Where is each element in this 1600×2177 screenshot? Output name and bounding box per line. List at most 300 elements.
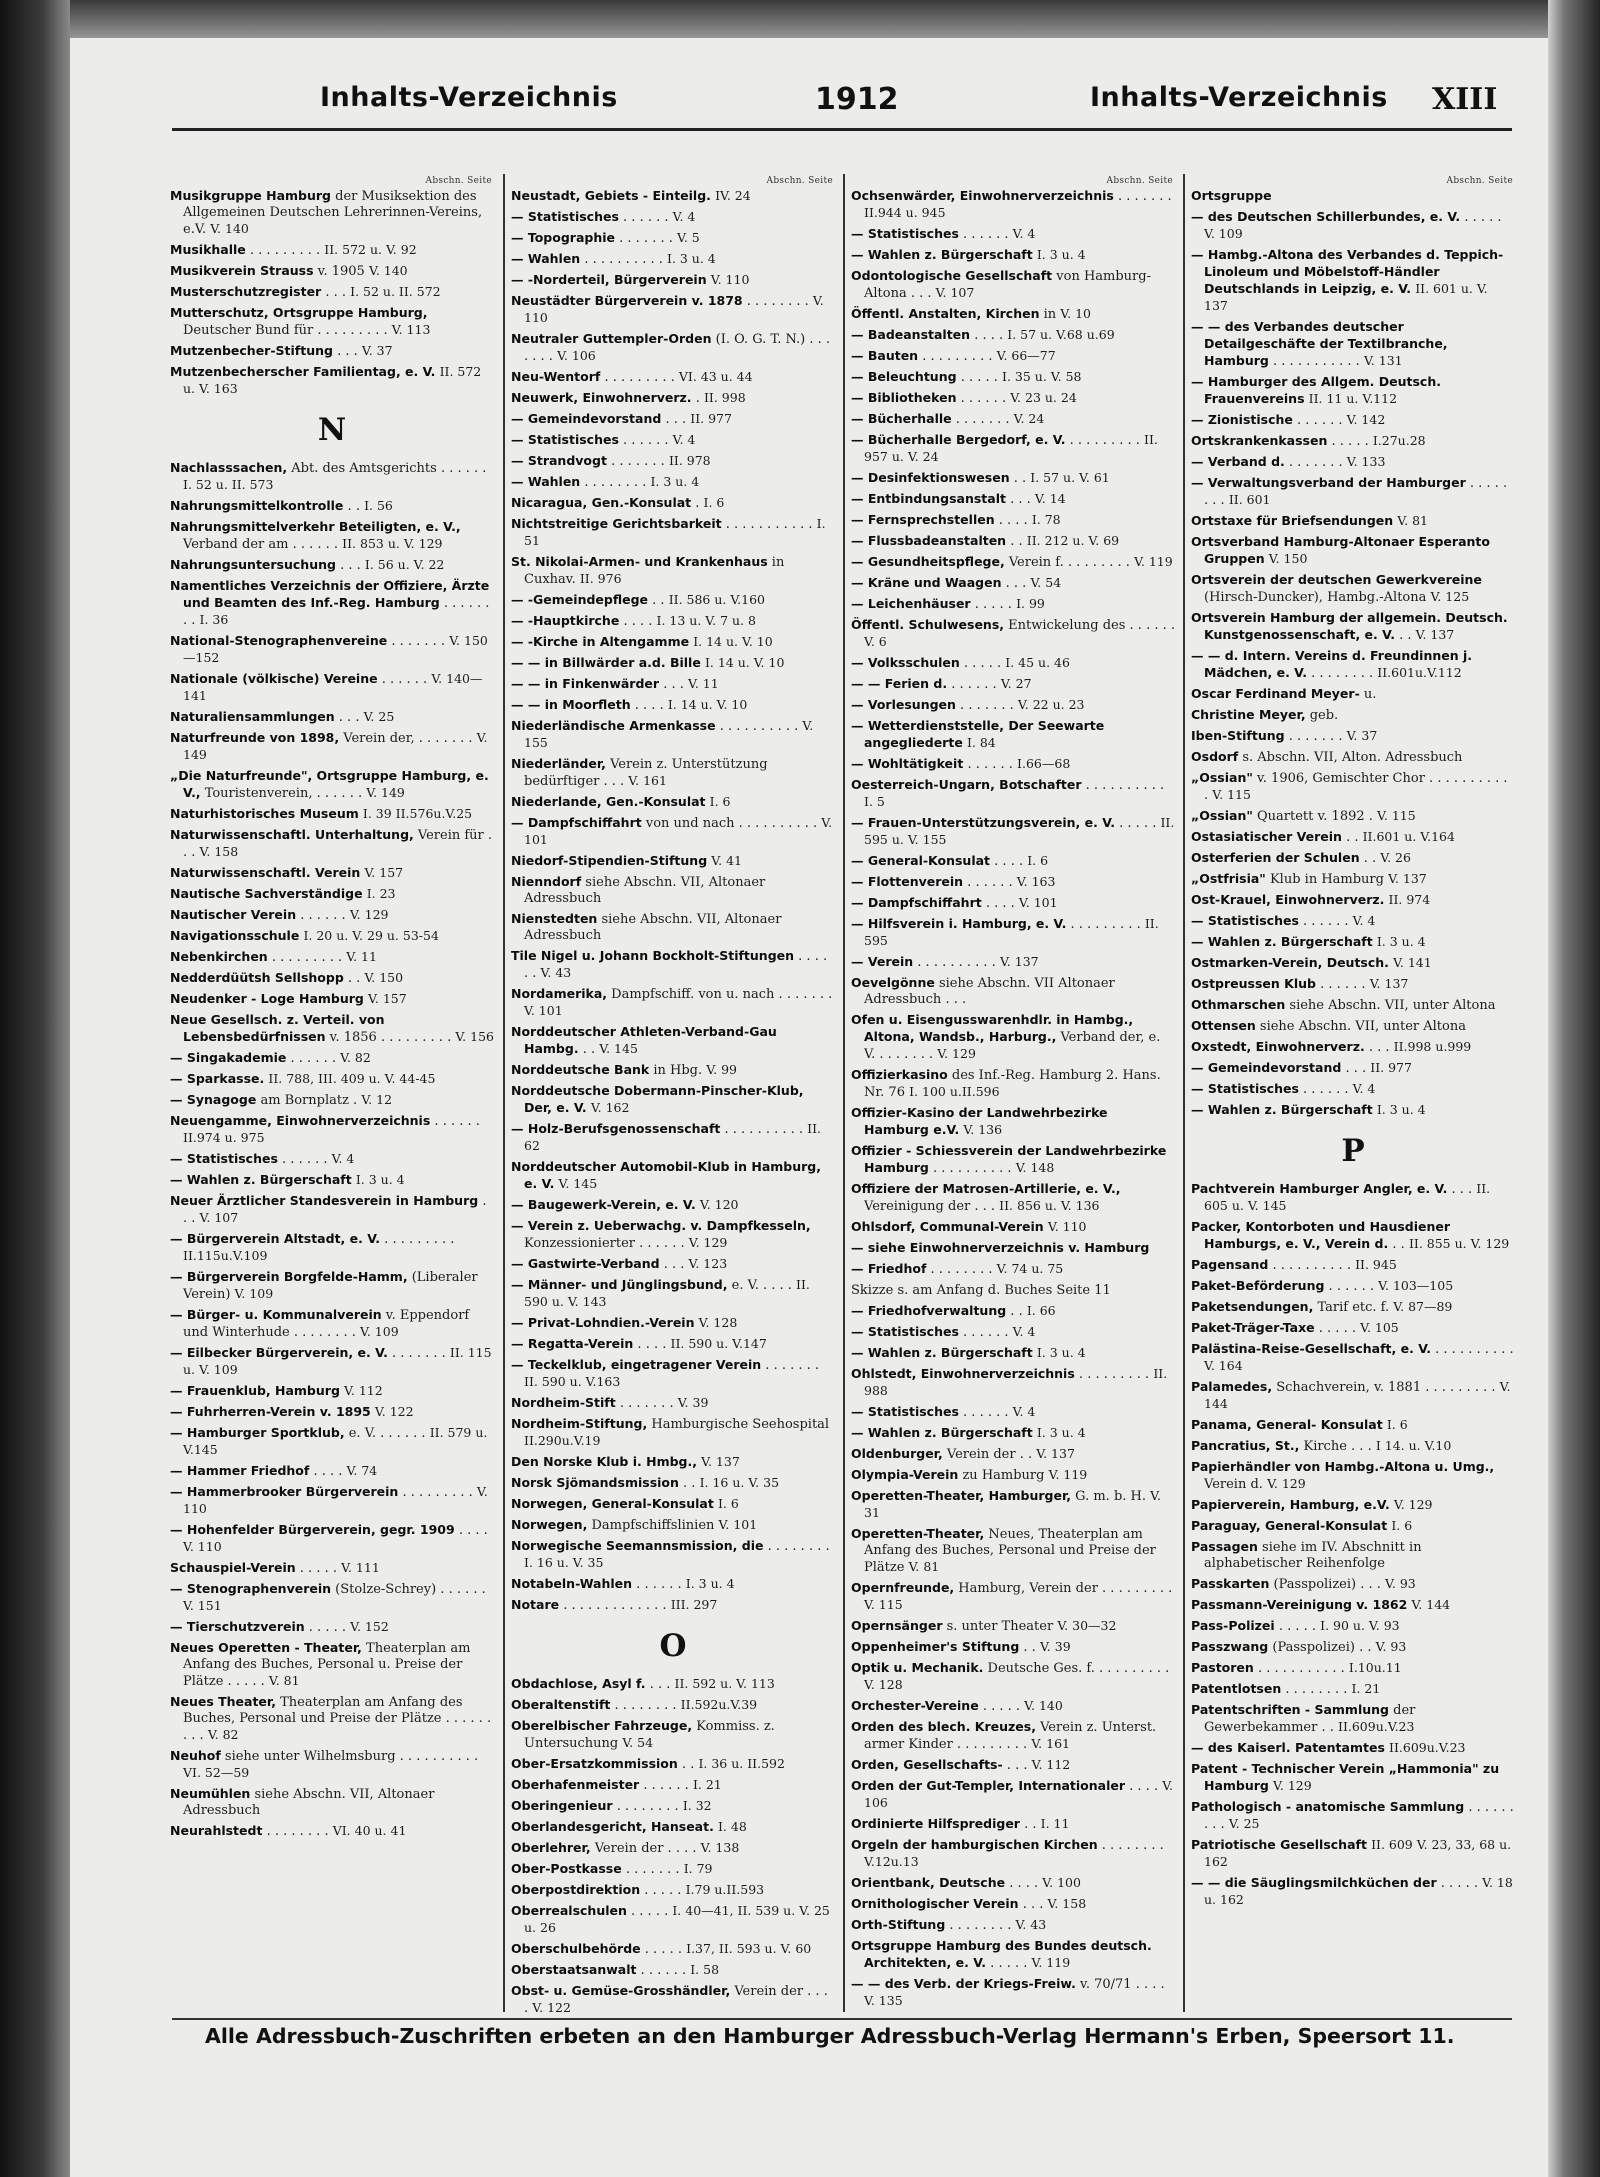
entry-description: . . [1394, 628, 1412, 643]
entry-reference: V. 6 [864, 634, 887, 649]
index-column-4 [1191, 174, 1515, 2014]
entry-keyword: Tile Nigel u. Johann Bockholt-Stiftungen [511, 948, 795, 963]
entry-reference: V. 4 [1352, 913, 1376, 928]
entry-description: . . . . . . . [606, 454, 665, 469]
entry-keyword: Musikhalle [170, 242, 246, 257]
scan-shadow-left [0, 0, 70, 2177]
entry-reference: VI. 52—59 [183, 1765, 250, 1780]
entry-keyword: Nautischer Verein [170, 907, 297, 922]
entry-keyword: — des Kaiserl. Patentamtes [1191, 1740, 1385, 1755]
index-entry [170, 578, 494, 629]
entry-keyword: — Wahlen z. Bürgerschaft [851, 247, 1033, 262]
entry-keyword: Nachlasssachen, [170, 460, 288, 475]
index-entry [170, 1823, 494, 1840]
entry-reference: II. 595 u. V. 155 [864, 815, 1175, 847]
entry-keyword: — Badeanstalten [851, 327, 971, 342]
entry-keyword: Norddeutsche Dobermann-Pinscher-Klub, Der, e. V. [511, 1083, 804, 1115]
entry-reference: V. 152 [350, 1619, 389, 1634]
entry-keyword: — Singakademie [170, 1050, 287, 1065]
entry-reference: I. 3 u. 4 [1036, 247, 1086, 262]
index-column-2 [511, 174, 835, 2014]
entry-reference: II. 586 u. V.160 [668, 592, 766, 607]
entry-reference: V. 24 [1013, 411, 1045, 426]
entry-description: s. Abschn. VII, Alton. Adressbuch [1238, 750, 1463, 765]
index-entry [851, 411, 1175, 428]
footer-rule [172, 2018, 1512, 2020]
entry-reference: I. 21 [692, 1777, 722, 1792]
entry-keyword: Nordamerika, [511, 986, 608, 1001]
entry-reference: II.998 u.999 [1393, 1039, 1472, 1054]
entry-description: . . . . . . . . [1204, 476, 1508, 508]
entry-keyword: — Statistisches [511, 209, 619, 224]
index-entry [511, 230, 835, 247]
entry-keyword: — Statistisches [851, 226, 959, 241]
entry-reference: V. 103—105 [1378, 1278, 1454, 1293]
index-entry [1191, 188, 1515, 205]
entry-reference: I. 16 u. V. 35 [524, 1555, 604, 1570]
entry-description: . . . . . . . [1284, 455, 1343, 470]
index-entry [511, 1941, 835, 1958]
entry-keyword: Öffentl. Anstalten, Kirchen [851, 306, 1040, 321]
entry-description: . . . [1005, 492, 1031, 507]
entry-keyword: Neumühlen [170, 1786, 251, 1801]
index-entry [1191, 433, 1515, 450]
entry-keyword: Notabeln-Wahlen [511, 1576, 633, 1591]
entry-description: . . . . [1125, 1779, 1159, 1794]
entry-keyword: — -Hauptkirche [511, 613, 620, 628]
index-entry [851, 1660, 1175, 1694]
entry-reference: II.592u.V.39 [680, 1697, 758, 1712]
entry-description: . . . . . . . . [183, 596, 490, 628]
entry-keyword: Orden der Gut-Templer, Internationaler [851, 1778, 1126, 1793]
entry-reference: II. 976 [579, 571, 622, 586]
entry-keyword: Ortsgruppe [1191, 188, 1272, 203]
entry-reference: V. 141 [1393, 955, 1432, 970]
entry-reference: II. 974 [1388, 892, 1431, 907]
index-entry [1191, 209, 1515, 243]
entry-keyword: — Zionistische [1191, 412, 1293, 427]
index-entry [851, 1698, 1175, 1715]
index-entry [851, 815, 1175, 849]
entry-reference: V. 4 [672, 209, 696, 224]
entry-reference: I. 14 u. V. 10 [704, 655, 785, 670]
index-entry [851, 306, 1175, 323]
entry-reference: II. 856 u. V. 136 [999, 1198, 1100, 1213]
entry-keyword: Ortsverein Hamburg der allgemein. Deutsch. Kunstgenossenschaft, e. V. [1191, 610, 1508, 642]
index-entry [1191, 1837, 1515, 1871]
entry-keyword: Operetten-Theater, [851, 1526, 985, 1541]
entry-description: . . . . . . . . . . [913, 955, 996, 970]
entry-description: . . [578, 1042, 596, 1057]
entry-reference: I. 57 u. V. 61 [1030, 470, 1110, 485]
entry-reference: V. 128 [864, 1677, 903, 1692]
index-entry [511, 1336, 835, 1353]
index-entry [511, 1903, 835, 1937]
index-entry [170, 709, 494, 726]
entry-keyword: — Hammer Friedhof [170, 1463, 310, 1478]
index-entry [170, 1463, 494, 1480]
index-entry [511, 1197, 835, 1214]
entry-reference: V. 129 [1393, 1497, 1433, 1512]
index-entry [851, 916, 1175, 950]
entry-reference: V. 18 u. 162 [1204, 1875, 1513, 1907]
index-entry [1191, 1497, 1515, 1514]
index-entry [851, 1719, 1175, 1753]
index-entry [1191, 648, 1515, 682]
entry-description: . . . [645, 1677, 671, 1692]
entry-reference: V. 23 u. 24 [1010, 390, 1077, 405]
entry-description: . . . . . . . [387, 634, 446, 649]
index-entry [851, 1012, 1175, 1063]
entry-reference: V. 39 [677, 1395, 709, 1410]
entry-description: . . . . . [1460, 210, 1502, 225]
index-entry [851, 533, 1175, 550]
entry-keyword: Neues Theater, [170, 1694, 276, 1709]
entry-keyword: — Männer- und Jünglingsbund, [511, 1277, 728, 1292]
entry-description: . . . . [454, 1523, 488, 1538]
entry-keyword: Norsk Sjömandsmission [511, 1475, 679, 1490]
entry-keyword: Ost-Krauel, Einwohnerverz. [1191, 892, 1385, 907]
index-entry [170, 263, 494, 280]
entry-keyword: Patentschriften - Sammlung [1191, 1702, 1389, 1717]
entry-keyword: — Hamburger Sportklub, [170, 1425, 345, 1440]
index-entry [851, 1181, 1175, 1215]
index-entry [511, 853, 835, 870]
entry-reference: V. 140 [1024, 1698, 1063, 1713]
entry-keyword: Den Norske Klub i. Hmbg., [511, 1454, 697, 1469]
entry-keyword: Neue Gesellsch. z. Verteil. von Lebensbedürfnissen [170, 1012, 385, 1044]
entry-description: Kirche . . . [1299, 1439, 1372, 1454]
index-entry [851, 676, 1175, 693]
entry-reference: V. 43 [540, 965, 572, 980]
entry-description: . . . . . . . . [742, 294, 809, 309]
index-entry [511, 1395, 835, 1412]
entry-keyword: — Friedhof [851, 1261, 927, 1276]
entry-keyword: Pass-Polizei [1191, 1618, 1275, 1633]
entry-keyword: — Wahlen z. Bürgerschaft [1191, 934, 1373, 949]
entry-reference: V. 137 [1388, 871, 1427, 886]
index-entry [1191, 475, 1515, 509]
entry-keyword: Neuhof [170, 1748, 221, 1763]
entry-description: . . . . . . . . [262, 1824, 329, 1839]
index-entry [170, 886, 494, 903]
index-entry [170, 1345, 494, 1379]
entry-keyword: Offizier - Schiessverein der Landwehrbezirke Hamburg [851, 1143, 1167, 1175]
column-heading: Abschn. Seite [766, 176, 833, 186]
entry-description: . . . . . . [296, 908, 346, 923]
entry-reference: II. 601 u. V. 137 [1204, 281, 1488, 313]
entry-keyword: — Wahlen z. Bürgerschaft [170, 1172, 352, 1187]
entry-reference: I. 3 u. 4 [685, 1576, 735, 1591]
index-entry [1191, 1060, 1515, 1077]
entry-keyword: Norddeutscher Athleten-Verband-Gau Hambg. [511, 1024, 777, 1056]
entry-description: . . . . . . . . [926, 1262, 993, 1277]
index-entry [170, 970, 494, 987]
entry-reference: V. 122 [532, 2000, 571, 2014]
entry-description: . . . . . . . [761, 1358, 820, 1373]
entry-reference: I. 6 [1386, 1417, 1408, 1432]
column-divider [503, 174, 505, 2012]
entry-description: . . [1006, 534, 1023, 549]
index-entry [170, 1560, 494, 1577]
index-entry [511, 453, 835, 470]
entry-reference: II. 957 u. V. 24 [864, 432, 1158, 464]
entry-keyword: — Frauenklub, Hamburg [170, 1383, 340, 1398]
entry-reference: II. 977 [1370, 1060, 1412, 1075]
entry-description: . . . . . . [618, 433, 669, 448]
entry-keyword: — Hamburger des Allgem. Deutsch. Frauenvereins [1191, 374, 1441, 406]
entry-description: . [691, 391, 700, 406]
entry-reference: V. 150—152 [183, 633, 488, 665]
index-entry [511, 1798, 835, 1815]
entry-keyword: Orientbank, Deutsche [851, 1875, 1006, 1890]
entry-description: Abt. des Amtsgerichts . . . . . . [287, 461, 487, 476]
index-entry [170, 991, 494, 1008]
entry-reference: V. 106 [864, 1778, 1174, 1810]
index-entry [1191, 728, 1515, 745]
entry-keyword: — General-Konsulat [851, 853, 991, 868]
entry-keyword: Oppenheimer's Stiftung [851, 1639, 1020, 1654]
index-entry [851, 1618, 1175, 1635]
index-entry [1191, 871, 1515, 888]
entry-keyword: — Wahlen z. Bürgerschaft [1191, 1102, 1373, 1117]
entry-description: . . . . . . . . . [600, 370, 675, 385]
index-entry [851, 1837, 1175, 1871]
column-heading: Abschn. Seite [425, 176, 492, 186]
index-entry [1191, 1320, 1515, 1337]
entry-reference: I. 23 [366, 886, 396, 901]
index-entry [170, 1193, 494, 1227]
index-entry [1191, 913, 1515, 930]
entry-keyword: — Wahlen [511, 474, 581, 489]
entry-reference: II. 590 u. V. 143 [524, 1277, 810, 1309]
header-left-title: Inhalts-Verzeichnis [320, 82, 618, 113]
entry-description: der Gewerbekammer . . [1204, 1703, 1416, 1735]
index-entry [170, 1172, 494, 1189]
entry-reference: V. 87—89 [1393, 1299, 1453, 1314]
entry-keyword: Mutzenbecherscher Familientag, e. V. [170, 364, 436, 379]
entry-keyword: — — des Verbandes deutscher Detailgeschäfte der Textilbranche, Hamburg [1191, 319, 1448, 368]
entry-keyword: Ortsverein der deutschen Gewerkvereine [1191, 572, 1482, 587]
entry-description: . . . . . . [430, 1114, 480, 1129]
entry-description: . . . . [981, 896, 1015, 911]
entry-reference: V. 113 [391, 322, 431, 337]
entry-reference: V. 140—141 [183, 671, 483, 703]
entry-description: . . . . . . . . [763, 1539, 830, 1554]
index-entry [511, 1597, 835, 1614]
index-entry [511, 1024, 835, 1058]
entry-description: . . . . . . . . . . . . . [559, 1598, 667, 1613]
entry-keyword: Naturfreunde von 1898, [170, 730, 340, 745]
entry-description: . . . . . . . . . . [1431, 1342, 1514, 1357]
index-entry [511, 209, 835, 226]
entry-keyword: — Stenographenverein [170, 1581, 332, 1596]
entry-description: (Passpolizei) . . . [1269, 1577, 1381, 1592]
entry-reference: V. 119 [1031, 1955, 1071, 1970]
index-entry [511, 1840, 835, 1857]
index-entry [511, 718, 835, 752]
entry-description: . . . . . . [947, 677, 997, 692]
entry-keyword: Naturhistorisches Museum [170, 806, 359, 821]
entry-reference: II. 601 [1228, 492, 1271, 507]
entry-description: . . . . . . . [621, 1862, 680, 1877]
index-entry [170, 1071, 494, 1088]
entry-description: (Liberaler Verein) [183, 1270, 478, 1302]
entry-reference: V. 151 [183, 1598, 222, 1613]
entry-keyword: — — in Billwärder a.d. Bille [511, 655, 701, 670]
entry-reference: I.79 u.II.593 [685, 1882, 765, 1897]
entry-keyword: Offizier-Kasino der Landwehrbezirke Hamburg e.V. [851, 1105, 1108, 1137]
entry-description: . . . . . . . [615, 231, 673, 246]
entry-keyword: Norddeutscher Automobil-Klub in Hamburg, e. V. [511, 1159, 821, 1191]
entry-keyword: — Verband d. [1191, 454, 1285, 469]
entry-description: Verein z. Unterst. armer Kinder . . . . . . . . . [864, 1720, 1157, 1752]
index-entry [851, 575, 1175, 592]
entry-description: . . . . . . [377, 672, 428, 687]
entry-description: . . . . . . . . [580, 475, 647, 490]
index-entry [170, 498, 494, 515]
entry-reference: II. 572 u. V. 163 [183, 364, 482, 396]
entry-reference: V. 129 [349, 907, 389, 922]
entry-reference: VI. 40 u. 41 [332, 1823, 407, 1838]
entry-reference: V. 135 [864, 1993, 903, 2008]
entry-reference: V. 25 [1228, 1816, 1260, 1831]
entry-keyword: St. Nikolai-Armen- und Krankenhaus [511, 554, 768, 569]
entry-description: . . . . . . [1298, 914, 1349, 929]
entry-keyword: Ostpreussen Klub [1191, 976, 1316, 991]
entry-keyword: Ordinierte Hilfsprediger [851, 1816, 1020, 1831]
entry-description: . . . . . . [618, 210, 669, 225]
entry-keyword: Papierverein, Hamburg, e.V. [1191, 1497, 1390, 1512]
entry-keyword: — Volksschulen [851, 655, 960, 670]
entry-reference: V. 140 [368, 263, 408, 278]
entry-reference: V. 43 [1015, 1917, 1047, 1932]
entry-reference: V. 107 [199, 1210, 239, 1225]
entry-keyword: Neu-Wentorf [511, 369, 601, 384]
entry-reference: V. 109 [360, 1324, 399, 1339]
index-entry [1191, 1219, 1515, 1253]
entry-keyword: — Statistisches [851, 1324, 959, 1339]
entry-keyword: — Gemeindevorstand [511, 411, 662, 426]
entry-keyword: „Ossian" [1191, 770, 1253, 785]
index-entry [170, 1484, 494, 1518]
entry-keyword: — -Gemeindepflege [511, 592, 649, 607]
entry-description: . . . . . [1314, 1321, 1356, 1336]
entry-description: . . . . . . . . [1307, 666, 1374, 681]
entry-keyword: „Die Naturfreunde", Ortsgruppe Hamburg, e. V., [170, 768, 489, 800]
entry-reference: I. 48 [717, 1819, 747, 1834]
entry-description: . . . . . [1274, 1619, 1317, 1634]
entry-keyword: Ottensen [1191, 1018, 1256, 1033]
index-entry [511, 1496, 835, 1513]
entry-description: . . . [1341, 1061, 1367, 1076]
index-entry [511, 874, 835, 907]
index-entry [851, 1446, 1175, 1463]
index-entry [170, 460, 494, 494]
entry-reference: I. 3 u. 4 [1376, 934, 1426, 949]
entry-reference: V. 109 [1204, 226, 1243, 241]
entry-reference: V. 111 [341, 1560, 380, 1575]
entry-description: . . . . . . . . . [398, 1485, 473, 1500]
entry-keyword: Neuwerk, Einwohnerverz. [511, 390, 692, 405]
entry-keyword: Papierhändler von Hambg.-Altona u. Umg., [1191, 1459, 1495, 1474]
entry-description: Verein f. . . . . . . . . [1004, 555, 1130, 570]
index-entry [170, 188, 494, 238]
index-entry [1191, 1459, 1515, 1493]
entry-description: siehe Abschn. VII, Altonaer Adressbuch [183, 1787, 435, 1818]
entry-reference: I. 6 [1027, 853, 1049, 868]
index-entry [851, 1875, 1175, 1892]
entry-reference: I. 14 u. V. 10 [693, 634, 773, 649]
index-entry [851, 617, 1175, 651]
index-entry [170, 928, 494, 945]
entry-keyword: — Bücherhalle Bergedorf, e. V. [851, 432, 1066, 447]
entry-keyword: Paket-Träger-Taxe [1191, 1320, 1315, 1335]
index-entry [851, 1896, 1175, 1913]
entry-reference: I. 32 [682, 1798, 712, 1813]
entry-reference: V. 157 [364, 865, 404, 880]
index-entry [511, 1819, 835, 1836]
entry-description: v. 70/71 . . . . [1075, 1977, 1165, 1992]
index-entry [1191, 1639, 1515, 1656]
entry-reference: V. 37 [1346, 728, 1378, 743]
entry-description: . . . [1447, 1182, 1473, 1197]
entry-keyword: — Hambg.-Altona des Verbandes d. Teppich-Linoleum und Möbelstoff-Händler Deutschlands in Leipzig, e. V. [1191, 247, 1504, 296]
entry-keyword: Odontologische Gesellschaft [851, 268, 1053, 283]
entry-reference: V. 110 [710, 272, 750, 287]
entry-description: Verband der am . . . . . . [183, 537, 339, 552]
index-entry [1191, 247, 1515, 315]
entry-reference: V. 140 [210, 221, 249, 236]
entry-keyword: Norwegen, General-Konsulat [511, 1496, 714, 1511]
index-entry [170, 1581, 494, 1615]
entry-reference: V. 120 [699, 1197, 739, 1212]
entry-keyword: Palamedes, [1191, 1379, 1273, 1394]
entry-reference: II. 572 u. V. 92 [324, 242, 417, 257]
entry-keyword: Neudenker - Loge Hamburg [170, 991, 364, 1006]
index-entry [851, 432, 1175, 466]
index-entry [170, 806, 494, 823]
index-entry [1191, 319, 1515, 370]
index-entry [511, 1121, 835, 1155]
entry-description: . . . . . . . . [945, 1918, 1012, 1933]
index-entry [1191, 707, 1515, 724]
entry-keyword: Panama, General- Konsulat [1191, 1417, 1383, 1432]
index-entry [511, 948, 835, 982]
index-entry [170, 827, 494, 861]
index-entry [1191, 1518, 1515, 1535]
entry-description: siehe Abschn. VII Altonaer Adressbuch . . . [864, 976, 1115, 1007]
entry-reference: I. 79 [683, 1861, 713, 1876]
entry-keyword: Nahrungsmittelkontrolle [170, 498, 344, 513]
entry-keyword: Osdorf [1191, 749, 1239, 764]
entry-reference: I. 56 u. V. 22 [364, 557, 445, 572]
entry-description: Kommiss. z. Untersuchung [524, 1719, 775, 1751]
entry-reference: II. 11 u. V.112 [1308, 391, 1398, 406]
index-entry [511, 411, 835, 428]
entry-reference: V. 110 [183, 1484, 488, 1516]
index-entry [511, 432, 835, 449]
entry-keyword: — Bürgerverein Borgfelde-Hamm, [170, 1269, 408, 1284]
entry-reference: II.609u.V.23 [1338, 1719, 1415, 1734]
entry-reference: I.37, II. 593 u. V. 60 [686, 1941, 812, 1956]
index-entry [170, 1050, 494, 1067]
entry-keyword: Ober-Ersatzkommission [511, 1756, 678, 1771]
entry-description: . . . [659, 1257, 685, 1272]
entry-reference: V. 14 [1034, 491, 1066, 506]
entry-reference: I.27u.28 [1372, 433, 1426, 448]
entry-reference: I. 45 u. 46 [1005, 655, 1070, 670]
